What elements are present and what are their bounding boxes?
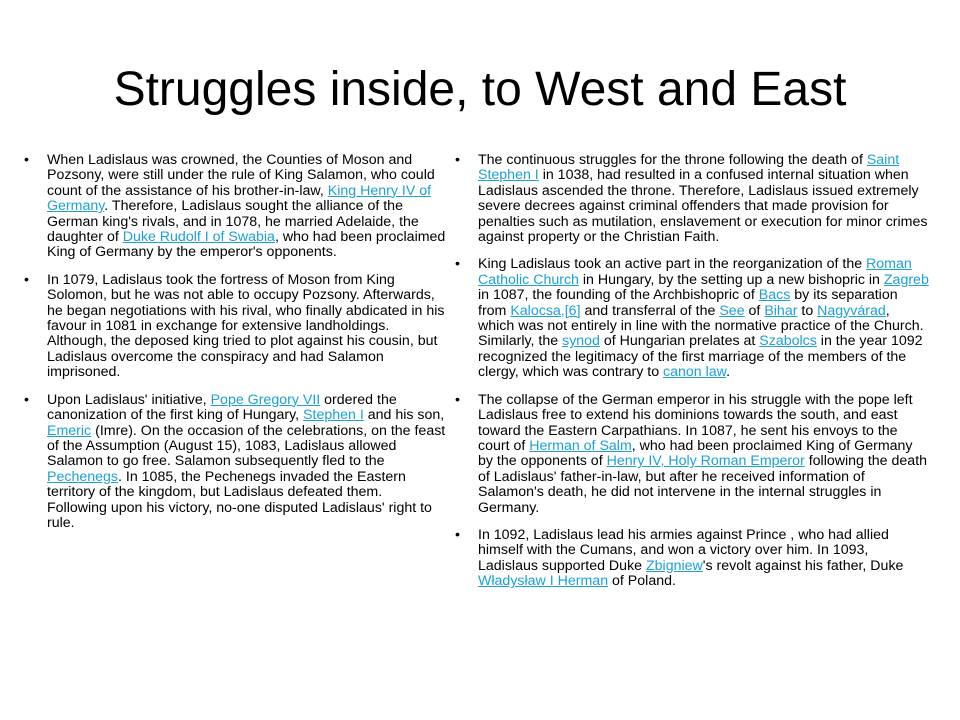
- bullet-icon: •: [24, 271, 29, 288]
- bullet-text: and his son,: [363, 407, 445, 424]
- bullet-icon: •: [455, 256, 460, 273]
- bullet-text: of: [744, 302, 765, 319]
- bullet-item: [453, 528, 929, 590]
- bullet-icon: •: [24, 391, 29, 408]
- bullet-item: [22, 273, 446, 381]
- bullet-text: In 1079, Ladislaus took the fortress of Moson from King Solomon, but he was not able to occupy Pozsony. Afterwards, he began negotiations with his rival, who finally abdicated in his favour in 1081 in exchange for extensive landholdings. Although, the deposed king tried to plot against his cousin, but Ladislaus overcome the conspiracy and had Salamon imprisoned.: [47, 271, 445, 381]
- bullet-item: [453, 257, 929, 380]
- slide-title: Struggles inside, to West and East: [113, 63, 847, 116]
- bullet-text: (Imre). On the occasion of the celebrations, on the feast of the Assumption (August 15), 1083, Ladislaus allowed Salamon to go free. Salamon subsequently fled to the: [47, 422, 446, 470]
- bullet-text: . In 1085, the Pechenegs invaded the Eastern territory of the kingdom, but Ladislaus defeated them. Following upon his victory, no-one disputed Ladislaus' right to rule.: [47, 468, 432, 531]
- hyperlink[interactable]: Pope Gregory VII: [210, 391, 321, 408]
- hyperlink[interactable]: Emeric: [47, 422, 92, 439]
- hyperlink[interactable]: Saint Stephen I: [478, 152, 900, 184]
- bullet-text: . Therefore, Ladislaus sought the alliance of the German king's rivals, and in 1078, he married Adelaide, the daughter of: [47, 198, 419, 246]
- bullet-text: , which was not entirely in line with the normative practice of the Church. Similarly, the: [478, 302, 924, 350]
- hyperlink[interactable]: Herman of Salm: [529, 437, 632, 454]
- bullet-item: [22, 153, 446, 261]
- right-bullet-list: [453, 153, 929, 602]
- bullet-text: of Hungarian prelates at: [599, 333, 760, 350]
- hyperlink[interactable]: Kalocsa,[6]: [510, 302, 581, 319]
- hyperlink[interactable]: Władysław I Herman: [478, 573, 609, 590]
- hyperlink[interactable]: Bihar: [764, 302, 798, 319]
- bullet-text: The continuous struggles for the throne following the death of: [478, 152, 867, 168]
- bullet-text: 's revolt against his father, Duke: [702, 557, 904, 574]
- bullet-icon: •: [455, 152, 460, 168]
- bullet-text: in 1087, the founding of the Archbishopric of: [478, 287, 759, 304]
- hyperlink[interactable]: Pechenegs: [47, 468, 118, 485]
- hyperlink[interactable]: synod: [562, 333, 600, 350]
- bullet-text: ordered the canonization of the first king of Hungary,: [47, 391, 397, 424]
- hyperlink[interactable]: Zbigniew: [646, 557, 703, 574]
- bullet-text: .: [726, 364, 731, 381]
- bullet-item: [22, 393, 446, 532]
- hyperlink[interactable]: Nagyvárad: [817, 302, 886, 319]
- hyperlink[interactable]: Duke Rudolf I of Swabia: [122, 229, 275, 246]
- bullet-text: , who had been proclaimed King of Germany by the emperor's opponents.: [47, 229, 446, 261]
- hyperlink[interactable]: Zagreb: [883, 271, 929, 288]
- bullet-icon: •: [455, 391, 460, 408]
- bullet-text: When Ladislaus was crowned, the Counties of Moson and Pozsony, were still under the rule of King Salamon, who could count of the assistance of his brother-in-law,: [47, 152, 435, 199]
- bullet-text: in Hungary, by the setting up a new bishopric in: [578, 271, 884, 288]
- bullet-text: in 1038, had resulted in a confused internal situation when Ladislaus ascended the throne. Therefore, Ladislaus issued extremely severe decrees against criminal offenders that made provision for penalties such as mutilation, enslavement or execution for minor crimes against property or the Christian Faith.: [478, 167, 928, 246]
- hyperlink[interactable]: King Henry IV of Germany: [47, 182, 432, 215]
- bullet-text: by its separation from: [478, 287, 898, 319]
- hyperlink[interactable]: Roman Catholic Church: [478, 256, 912, 288]
- bullet-text: In 1092, Ladislaus lead his armies against Prince , who had allied himself with the Cumans, and won a victory over him. In 1093, Ladislaus supported Duke: [478, 526, 889, 574]
- bullet-icon: •: [455, 526, 460, 543]
- left-bullet-list: [22, 153, 446, 543]
- bullet-item: [453, 153, 929, 245]
- bullet-text: and transferral of the: [580, 302, 720, 319]
- bullet-text: , who had been proclaimed King of Germany by the opponents of: [478, 437, 913, 470]
- hyperlink[interactable]: Stephen I: [303, 407, 364, 424]
- bullet-text: following the death of Ladislaus' father-in-law, but after he received information of Salamon's death, he did not intervene in the internal struggles in Germany.: [478, 453, 928, 516]
- bullet-text: in the year 1092 recognized the legitimacy of the first marriage of the members of the clergy, which was contrary to: [478, 333, 923, 381]
- bullet-text: The collapse of the German emperor in his struggle with the pope left Ladislaus free to extend his dominions towards the south, and east toward the Eastern Carpathians. In 1087, he sent his envoys to the court of: [478, 391, 913, 454]
- bullet-text: King Ladislaus took an active part in the reorganization of the: [478, 256, 867, 273]
- hyperlink[interactable]: Bacs: [758, 287, 791, 304]
- bullet-item: [453, 393, 929, 516]
- bullet-text: of Poland.: [608, 573, 676, 590]
- bullet-text: to: [797, 302, 818, 319]
- hyperlink[interactable]: Henry IV, Holy Roman Emperor: [606, 453, 805, 470]
- bullet-text: Upon Ladislaus' initiative,: [47, 391, 211, 408]
- hyperlink[interactable]: Szabolcs: [759, 333, 817, 350]
- bullet-icon: •: [24, 152, 29, 168]
- hyperlink[interactable]: See: [719, 302, 745, 319]
- hyperlink[interactable]: canon law: [663, 364, 727, 381]
